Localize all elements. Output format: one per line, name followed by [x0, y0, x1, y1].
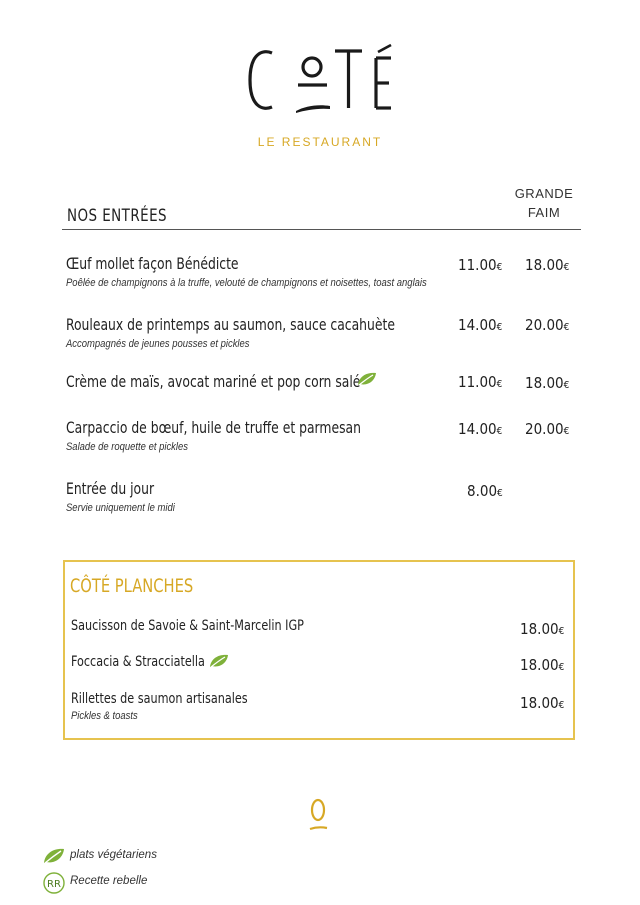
- menu-item-price-large: 20.00€: [525, 316, 570, 334]
- column-header-grande-faim: [512, 184, 576, 222]
- menu-item: [66, 479, 626, 514]
- column-header-line1: GRANDE: [514, 186, 574, 201]
- planche-item-name: Saucisson de Savoie & Saint-Marcelin IGP: [71, 618, 304, 634]
- menu-item-desc: Servie uniquement le midi: [66, 502, 175, 514]
- rebel-badge-text: RR: [47, 879, 61, 890]
- planche-item-name: Rillettes de saumon artisanales: [71, 691, 248, 707]
- menu-item-price-large: 18.00€: [525, 374, 570, 392]
- menu-item-name: Œuf mollet façon Bénédicte: [66, 254, 239, 273]
- legend-vegetarian-label: plats végétariens: [70, 849, 157, 861]
- planche-item-price: 18.00€: [520, 656, 565, 674]
- planche-item: [71, 617, 342, 635]
- cote-logo: [0, 40, 640, 120]
- planche-item-price: 18.00€: [520, 694, 565, 712]
- menu-item-name: Entrée du jour: [66, 479, 155, 498]
- legend-vegetarian: [42, 847, 157, 870]
- planche-item-desc: Pickles & toasts: [71, 710, 138, 722]
- menu-item-price-large: 18.00€: [525, 256, 570, 274]
- menu-item-price-large: 20.00€: [525, 420, 570, 438]
- menu-item-price: 14.00€: [458, 420, 503, 438]
- menu-item-desc: Poêlée de champignons à la truffe, velouté de champignons et noisettes, toast anglais: [66, 277, 427, 289]
- section-title-entrees: NOS ENTRÉES: [67, 206, 168, 226]
- menu-item-name: Carpaccio de bœuf, huile de truffe et parmesan: [66, 418, 361, 437]
- rebel-recipe-icon: [42, 871, 66, 895]
- menu-item-desc: Salade de roquette et pickles: [66, 441, 189, 453]
- menu-item-price: 11.00€: [458, 373, 503, 391]
- planche-item-name: Foccacia & Stracciatella: [71, 654, 205, 670]
- section-title-planches: CÔTÉ PLANCHES: [70, 575, 194, 597]
- menu-item-desc: Accompagnés de jeunes pousses et pickles: [66, 338, 250, 350]
- menu-item-price: 8.00€: [467, 482, 503, 500]
- section-divider: [62, 229, 581, 230]
- menu-item-price: 11.00€: [458, 256, 503, 274]
- planche-item: [71, 690, 276, 722]
- legend-rebel: [42, 871, 148, 900]
- planche-item: [71, 653, 227, 671]
- menu-item-name: Rouleaux de printemps au saumon, sauce cacahuète: [66, 315, 395, 334]
- menu-item-price: 14.00€: [458, 316, 503, 334]
- brand-mark-icon: [306, 796, 330, 836]
- vegetarian-leaf-icon: [208, 653, 230, 669]
- planche-item-price: 18.00€: [520, 620, 565, 638]
- menu-item-name: Crème de maïs, avocat mariné et pop corn salé: [66, 372, 361, 391]
- restaurant-subtitle: LE RESTAURANT: [257, 135, 383, 149]
- vegetarian-leaf-icon: [356, 371, 378, 387]
- legend-rebel-label: Recette rebelle: [70, 875, 148, 887]
- vegetarian-leaf-icon: [42, 847, 66, 865]
- column-header-line2: FAIM: [527, 205, 561, 220]
